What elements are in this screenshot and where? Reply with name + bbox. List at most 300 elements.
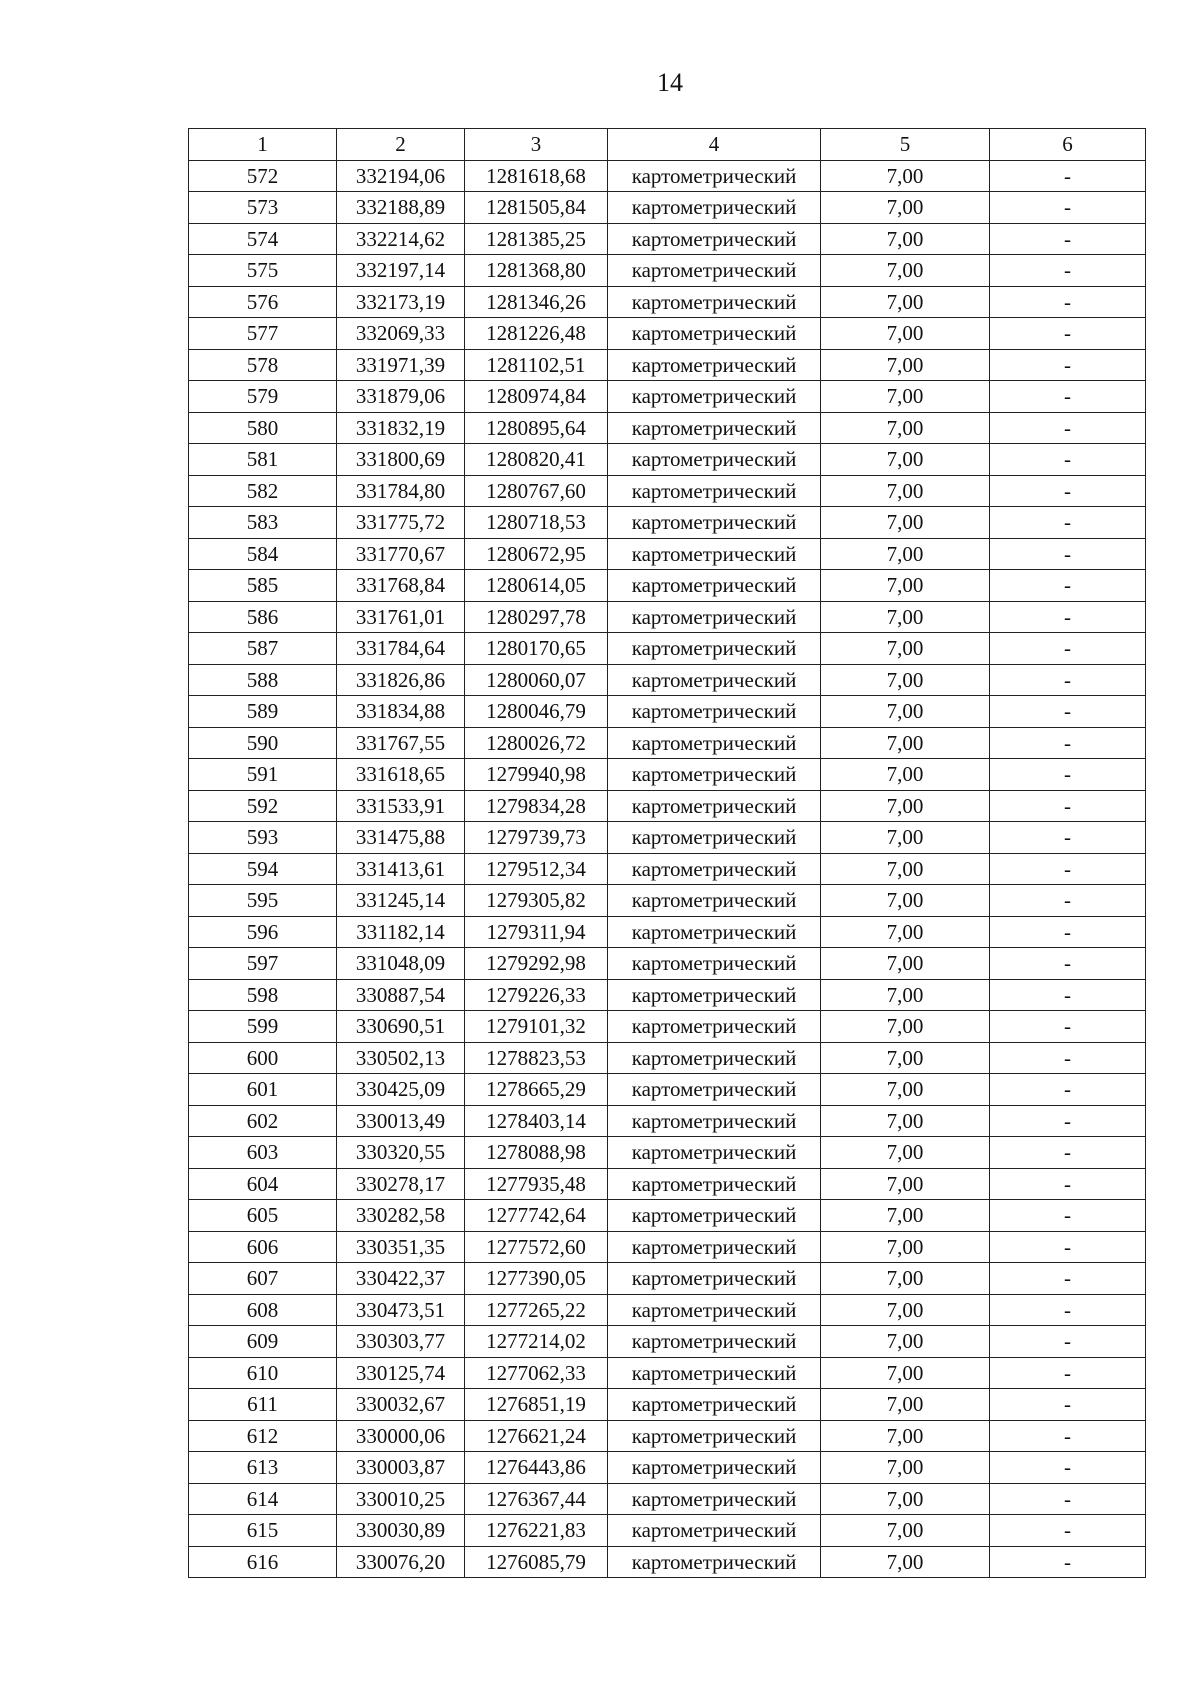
table-cell: картометрический [608, 790, 821, 822]
table-cell: 7,00 [821, 160, 990, 192]
table-row [189, 475, 1146, 507]
table-cell: 1277935,48 [465, 1168, 608, 1200]
table-cell: 7,00 [821, 822, 990, 854]
table-cell: 332194,06 [337, 160, 465, 192]
table-cell: - [990, 507, 1146, 539]
table-cell: картометрический [608, 570, 821, 602]
table-cell: 1276221,83 [465, 1515, 608, 1547]
table-cell: 7,00 [821, 601, 990, 633]
table-cell: 590 [189, 727, 337, 759]
table-cell: 577 [189, 318, 337, 350]
table-cell: 612 [189, 1420, 337, 1452]
table-row [189, 412, 1146, 444]
table-cell: 7,00 [821, 1357, 990, 1389]
table-cell: картометрический [608, 1326, 821, 1358]
table-cell: 330032,67 [337, 1389, 465, 1421]
table-cell: 591 [189, 759, 337, 791]
table-cell: картометрический [608, 696, 821, 728]
table-cell: 7,00 [821, 381, 990, 413]
table-cell: 592 [189, 790, 337, 822]
table-cell: картометрический [608, 1105, 821, 1137]
table-cell: 7,00 [821, 1074, 990, 1106]
table-cell: 573 [189, 192, 337, 224]
table-cell: картометрический [608, 664, 821, 696]
column-header: 1 [189, 129, 337, 161]
table-cell: 1278823,53 [465, 1042, 608, 1074]
table-cell: 614 [189, 1483, 337, 1515]
table-cell: 7,00 [821, 507, 990, 539]
table-cell: картометрический [608, 948, 821, 980]
table-cell: 7,00 [821, 1200, 990, 1232]
table-cell: - [990, 759, 1146, 791]
table-cell: картометрический [608, 853, 821, 885]
table-cell: 330003,87 [337, 1452, 465, 1484]
table-cell: картометрический [608, 1074, 821, 1106]
table-cell: - [990, 1483, 1146, 1515]
table-cell: 1280170,65 [465, 633, 608, 665]
table-row [189, 192, 1146, 224]
table-row [189, 255, 1146, 287]
table-cell: 331533,91 [337, 790, 465, 822]
table-cell: картометрический [608, 444, 821, 476]
table-row [189, 318, 1146, 350]
table-cell: 599 [189, 1011, 337, 1043]
table-cell: 7,00 [821, 318, 990, 350]
table-cell: 330887,54 [337, 979, 465, 1011]
table-row [189, 1294, 1146, 1326]
table-cell: - [990, 1105, 1146, 1137]
table-cell: 579 [189, 381, 337, 413]
table-cell: 1280767,60 [465, 475, 608, 507]
table-cell: 1278403,14 [465, 1105, 608, 1137]
table-cell: 1276851,19 [465, 1389, 608, 1421]
table-cell: картометрический [608, 475, 821, 507]
page-number: 14 [657, 68, 683, 97]
table-cell: 574 [189, 223, 337, 255]
table-cell: картометрический [608, 916, 821, 948]
table-cell: 7,00 [821, 759, 990, 791]
table-cell: 1276443,86 [465, 1452, 608, 1484]
table-cell: 331832,19 [337, 412, 465, 444]
table-cell: 330690,51 [337, 1011, 465, 1043]
table-cell: 1280060,07 [465, 664, 608, 696]
table-cell: 7,00 [821, 633, 990, 665]
table-cell: 581 [189, 444, 337, 476]
table-cell: 331475,88 [337, 822, 465, 854]
table-cell: 1279101,32 [465, 1011, 608, 1043]
table-row [189, 1515, 1146, 1547]
table-cell: картометрический [608, 727, 821, 759]
table-cell: 615 [189, 1515, 337, 1547]
table-cell: 609 [189, 1326, 337, 1358]
table-cell: картометрический [608, 1452, 821, 1484]
table-row [189, 1137, 1146, 1169]
table-cell: 7,00 [821, 1326, 990, 1358]
table-cell: 578 [189, 349, 337, 381]
table-cell: 330320,55 [337, 1137, 465, 1169]
table-cell: 7,00 [821, 979, 990, 1011]
table-cell: 330010,25 [337, 1483, 465, 1515]
table-cell: - [990, 664, 1146, 696]
table-cell: картометрический [608, 507, 821, 539]
table-cell: 7,00 [821, 570, 990, 602]
table-cell: картометрический [608, 1420, 821, 1452]
table-cell: - [990, 1074, 1146, 1106]
table-cell: картометрический [608, 601, 821, 633]
table-row [189, 1326, 1146, 1358]
table-cell: 606 [189, 1231, 337, 1263]
table-cell: 7,00 [821, 192, 990, 224]
table-cell: - [990, 601, 1146, 633]
table-cell: 584 [189, 538, 337, 570]
table-cell: 330030,89 [337, 1515, 465, 1547]
table-cell: 7,00 [821, 1042, 990, 1074]
table-cell: - [990, 570, 1146, 602]
table-cell: 595 [189, 885, 337, 917]
table-cell: 7,00 [821, 1294, 990, 1326]
table-cell: 331800,69 [337, 444, 465, 476]
table-cell: - [990, 444, 1146, 476]
table-row [189, 1546, 1146, 1578]
table-cell: 7,00 [821, 538, 990, 570]
table-cell: картометрический [608, 1483, 821, 1515]
table-row [189, 759, 1146, 791]
table-cell: - [990, 916, 1146, 948]
table-cell: - [990, 1200, 1146, 1232]
table-cell: 330303,77 [337, 1326, 465, 1358]
table-cell: 330351,35 [337, 1231, 465, 1263]
table-cell: 331182,14 [337, 916, 465, 948]
table-cell: картометрический [608, 412, 821, 444]
coordinates-table [188, 128, 1146, 1578]
column-header: 5 [821, 129, 990, 161]
table-cell: - [990, 853, 1146, 885]
table-cell: картометрический [608, 381, 821, 413]
table-cell: 7,00 [821, 412, 990, 444]
table-cell: 331413,61 [337, 853, 465, 885]
table-cell: 601 [189, 1074, 337, 1106]
table-cell: 7,00 [821, 1263, 990, 1295]
table-cell: 7,00 [821, 790, 990, 822]
table-cell: 575 [189, 255, 337, 287]
table-row [189, 696, 1146, 728]
table-cell: 1280974,84 [465, 381, 608, 413]
table-cell: 1279834,28 [465, 790, 608, 822]
table-cell: 331767,55 [337, 727, 465, 759]
table-cell: - [990, 790, 1146, 822]
table-cell: 613 [189, 1452, 337, 1484]
table-cell: 331245,14 [337, 885, 465, 917]
table-cell: 331834,88 [337, 696, 465, 728]
table-cell: 1280614,05 [465, 570, 608, 602]
table-cell: картометрический [608, 885, 821, 917]
table-cell: 1280718,53 [465, 507, 608, 539]
table-cell: 585 [189, 570, 337, 602]
table-cell: 7,00 [821, 696, 990, 728]
table-cell: картометрический [608, 255, 821, 287]
table-cell: 331618,65 [337, 759, 465, 791]
table-cell: 7,00 [821, 255, 990, 287]
table-cell: картометрический [608, 1546, 821, 1578]
table-cell: 7,00 [821, 948, 990, 980]
column-header: 6 [990, 129, 1146, 161]
table-cell: 582 [189, 475, 337, 507]
table-cell: картометрический [608, 318, 821, 350]
table-cell: 1280026,72 [465, 727, 608, 759]
table-cell: картометрический [608, 979, 821, 1011]
table-row [189, 570, 1146, 602]
table-cell: 7,00 [821, 1231, 990, 1263]
table-cell: - [990, 286, 1146, 318]
table-cell: 1281346,26 [465, 286, 608, 318]
table-cell: картометрический [608, 1357, 821, 1389]
table-row [189, 664, 1146, 696]
table-cell: 593 [189, 822, 337, 854]
table-cell: 1280895,64 [465, 412, 608, 444]
table-cell: - [990, 475, 1146, 507]
table-cell: 332188,89 [337, 192, 465, 224]
table-cell: 7,00 [821, 286, 990, 318]
table-row [189, 538, 1146, 570]
table-cell: - [990, 633, 1146, 665]
table-row [189, 1074, 1146, 1106]
table-row [189, 1452, 1146, 1484]
table-cell: 572 [189, 160, 337, 192]
table-cell: картометрический [608, 1168, 821, 1200]
table-row [189, 1168, 1146, 1200]
table-cell: 7,00 [821, 444, 990, 476]
table-cell: картометрический [608, 822, 821, 854]
table-cell: 7,00 [821, 1515, 990, 1547]
table-cell: 576 [189, 286, 337, 318]
table-cell: 331784,80 [337, 475, 465, 507]
table-row [189, 444, 1146, 476]
table-row [189, 1263, 1146, 1295]
table-row [189, 601, 1146, 633]
table-row [189, 223, 1146, 255]
table-cell: 331971,39 [337, 349, 465, 381]
column-header: 3 [465, 129, 608, 161]
table-cell: 1280672,95 [465, 538, 608, 570]
table-cell: 604 [189, 1168, 337, 1200]
table-cell: 332069,33 [337, 318, 465, 350]
table-row [189, 916, 1146, 948]
table-cell: 7,00 [821, 664, 990, 696]
table-cell: 1276367,44 [465, 1483, 608, 1515]
table-cell: 1277265,22 [465, 1294, 608, 1326]
table-cell: 330425,09 [337, 1074, 465, 1106]
table-cell: - [990, 1515, 1146, 1547]
table-cell: - [990, 696, 1146, 728]
table-cell: 1279940,98 [465, 759, 608, 791]
table-cell: 330278,17 [337, 1168, 465, 1200]
column-header: 2 [337, 129, 465, 161]
table-cell: - [990, 1263, 1146, 1295]
table-cell: - [990, 1137, 1146, 1169]
table-cell: 7,00 [821, 223, 990, 255]
table-cell: 1277742,64 [465, 1200, 608, 1232]
table-cell: 1278665,29 [465, 1074, 608, 1106]
table-cell: 607 [189, 1263, 337, 1295]
table-cell: 7,00 [821, 916, 990, 948]
table-cell: 331048,09 [337, 948, 465, 980]
table-cell: картометрический [608, 1231, 821, 1263]
table-cell: картометрический [608, 1042, 821, 1074]
table-cell: картометрический [608, 1011, 821, 1043]
table-cell: картометрический [608, 1389, 821, 1421]
table-cell: картометрический [608, 160, 821, 192]
table-row [189, 1357, 1146, 1389]
table-cell: 611 [189, 1389, 337, 1421]
table-cell: 1277572,60 [465, 1231, 608, 1263]
table-row [189, 979, 1146, 1011]
table-cell: 330502,13 [337, 1042, 465, 1074]
table-cell: 1276085,79 [465, 1546, 608, 1578]
table-cell: 1281102,51 [465, 349, 608, 381]
table-cell: 1281505,84 [465, 192, 608, 224]
table-cell: 1279305,82 [465, 885, 608, 917]
table-row [189, 1231, 1146, 1263]
table-cell: 594 [189, 853, 337, 885]
table-cell: - [990, 412, 1146, 444]
table-cell: 330013,49 [337, 1105, 465, 1137]
table-row [189, 1483, 1146, 1515]
table-row [189, 948, 1146, 980]
table-row [189, 1420, 1146, 1452]
table-cell: - [990, 255, 1146, 287]
table-cell: - [990, 1546, 1146, 1578]
table-cell: картометрический [608, 1200, 821, 1232]
table-cell: 332197,14 [337, 255, 465, 287]
table-row [189, 1042, 1146, 1074]
table-cell: 331775,72 [337, 507, 465, 539]
table-cell: картометрический [608, 349, 821, 381]
table-cell: 1281226,48 [465, 318, 608, 350]
column-header: 4 [608, 129, 821, 161]
table-row [189, 349, 1146, 381]
table-cell: 7,00 [821, 1452, 990, 1484]
table-body [189, 160, 1146, 1578]
table-cell: 1281618,68 [465, 160, 608, 192]
table-cell: картометрический [608, 633, 821, 665]
table-cell: - [990, 1420, 1146, 1452]
table-cell: - [990, 1168, 1146, 1200]
table-cell: - [990, 1231, 1146, 1263]
table-cell: - [990, 192, 1146, 224]
table-cell: 331879,06 [337, 381, 465, 413]
table-cell: 331761,01 [337, 601, 465, 633]
table-cell: 1279226,33 [465, 979, 608, 1011]
table-row [189, 853, 1146, 885]
table-cell: 1281385,25 [465, 223, 608, 255]
table-cell: 7,00 [821, 475, 990, 507]
table-cell: 330422,37 [337, 1263, 465, 1295]
table-cell: 583 [189, 507, 337, 539]
table-cell: 332214,62 [337, 223, 465, 255]
table-cell: 1280297,78 [465, 601, 608, 633]
table-cell: картометрический [608, 286, 821, 318]
table-cell: 1276621,24 [465, 1420, 608, 1452]
table-row [189, 1200, 1146, 1232]
table-cell: 7,00 [821, 1483, 990, 1515]
table-cell: 603 [189, 1137, 337, 1169]
table-cell: 7,00 [821, 349, 990, 381]
table-cell: 7,00 [821, 853, 990, 885]
table-cell: 331784,64 [337, 633, 465, 665]
table-cell: картометрический [608, 1263, 821, 1295]
table-cell: картометрический [608, 1294, 821, 1326]
table-cell: 7,00 [821, 1389, 990, 1421]
table-cell: - [990, 538, 1146, 570]
table-cell: картометрический [608, 759, 821, 791]
table-cell: - [990, 318, 1146, 350]
table-cell: 7,00 [821, 1105, 990, 1137]
table-cell: 597 [189, 948, 337, 980]
table-cell: - [990, 822, 1146, 854]
table-cell: 608 [189, 1294, 337, 1326]
table-cell: 7,00 [821, 1546, 990, 1578]
table-row [189, 633, 1146, 665]
table-cell: - [990, 885, 1146, 917]
table-cell: 1279292,98 [465, 948, 608, 980]
table-row [189, 1389, 1146, 1421]
table-cell: картометрический [608, 1515, 821, 1547]
table-cell: 1278088,98 [465, 1137, 608, 1169]
table-cell: 330076,20 [337, 1546, 465, 1578]
table-row [189, 790, 1146, 822]
table-row [189, 507, 1146, 539]
table-cell: 605 [189, 1200, 337, 1232]
table-row [189, 160, 1146, 192]
table-row [189, 381, 1146, 413]
table-cell: 596 [189, 916, 337, 948]
table-row [189, 286, 1146, 318]
table-cell: 1277214,02 [465, 1326, 608, 1358]
table-cell: 7,00 [821, 1137, 990, 1169]
table-cell: 589 [189, 696, 337, 728]
table-cell: 602 [189, 1105, 337, 1137]
table-cell: картометрический [608, 1137, 821, 1169]
table-cell: 7,00 [821, 1168, 990, 1200]
table-cell: 586 [189, 601, 337, 633]
table-cell: 616 [189, 1546, 337, 1578]
table-cell: 330473,51 [337, 1294, 465, 1326]
table-cell: - [990, 1042, 1146, 1074]
table-cell: 330125,74 [337, 1357, 465, 1389]
table-cell: 1279311,94 [465, 916, 608, 948]
table-cell: - [990, 1294, 1146, 1326]
table-cell: 1281368,80 [465, 255, 608, 287]
table-row [189, 885, 1146, 917]
table-cell: - [990, 979, 1146, 1011]
table-cell: 331768,84 [337, 570, 465, 602]
table-cell: 600 [189, 1042, 337, 1074]
table-cell: 331770,67 [337, 538, 465, 570]
table-cell: 330000,06 [337, 1420, 465, 1452]
table-cell: - [990, 1326, 1146, 1358]
table-row [189, 1105, 1146, 1137]
table-cell: 588 [189, 664, 337, 696]
table-header-row [189, 129, 1146, 161]
table-row [189, 727, 1146, 759]
table-row [189, 822, 1146, 854]
table-cell: 1277062,33 [465, 1357, 608, 1389]
table-cell: - [990, 727, 1146, 759]
table-cell: 7,00 [821, 1011, 990, 1043]
table-cell: 1279739,73 [465, 822, 608, 854]
table-cell: 332173,19 [337, 286, 465, 318]
table-cell: - [990, 223, 1146, 255]
